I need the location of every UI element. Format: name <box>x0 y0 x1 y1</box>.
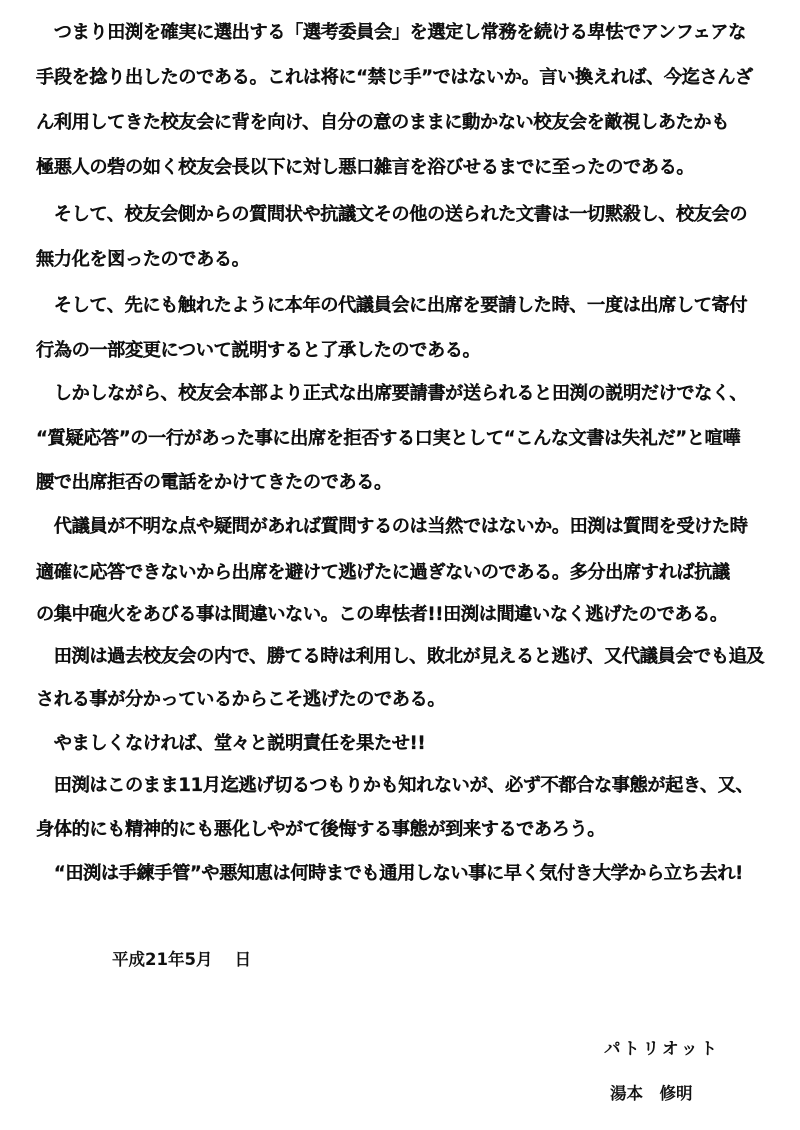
body-line: 田渕はこのまま11月迄逃げ切るつもりかも知れないが、必ず不都合な事態が起き、又、 <box>36 775 754 796</box>
author-role: パトリオット <box>604 1039 721 1058</box>
author-name: 湯本 修明 <box>610 1084 693 1103</box>
body-line: 適確に応答できないから出席を避けて逃げたに過ぎないのである。多分出席すれば抗議 <box>36 562 730 583</box>
body-line: 身体的にも精神的にも悪化しやがて後悔する事態が到来するであろう。 <box>36 819 606 840</box>
body-line: そして、校友会側からの質問状や抗議文その他の送られた文書は一切黙殺し、校友会の <box>36 204 748 225</box>
body-line: “質疑応答”の一行があった事に出席を拒否する口実として“こんな文書は失礼だ”と喧嘩 <box>36 428 741 449</box>
body-line: 田渕は過去校友会の内で、勝てる時は利用し、敗北が見えると逃げ、又代議員会でも追及 <box>36 646 765 667</box>
body-line: 腰で出席拒否の電話をかけてきたのである。 <box>36 472 392 493</box>
body-line: しかしながら、校友会本部より正式な出席要請書が送られると田渕の説明だけでなく、 <box>36 383 748 404</box>
body-line: そして、先にも触れたように本年の代議員会に出席を要請した時、一度は出席して寄付 <box>36 295 748 316</box>
document-date: 平成21年5月 日 <box>112 950 252 969</box>
body-line: やましくなければ、堂々と説明責任を果たせ!! <box>36 733 426 754</box>
body-line: される事が分かっているからこそ逃げたのである。 <box>36 689 446 710</box>
body-line: ん利用してきた校友会に背を向け、自分の意のままに動かない校友会を敵視しあたかも <box>36 112 729 133</box>
body-line: 極悪人の砦の如く校友会長以下に対し悪口雑言を浴びせるまでに至ったのである。 <box>36 157 695 178</box>
body-line: つまり田渕を確実に選出する「選考委員会」を選定し常務を続ける卑怯でアンフェアな <box>36 22 746 43</box>
body-line: 手段を捻り出したのである。これは将に“禁じ手”ではないか。言い換えれば、今迄さんざ <box>36 67 753 88</box>
body-line: “田渕は手練手管”や悪知恵は何時までも通用しない事に早く気付き大学から立ち去れ! <box>36 863 743 884</box>
body-line: 代議員が不明な点や疑問があれば質問するのは当然ではないか。田渕は質問を受けた時 <box>36 516 748 537</box>
body-line: 無力化を図ったのである。 <box>36 249 250 270</box>
body-line: 行為の一部変更について説明すると了承したのである。 <box>36 340 481 361</box>
body-line: の集中砲火をあびる事は間違いない。この卑怯者!!田渕は間違いなく逃げたのである。 <box>36 604 728 625</box>
